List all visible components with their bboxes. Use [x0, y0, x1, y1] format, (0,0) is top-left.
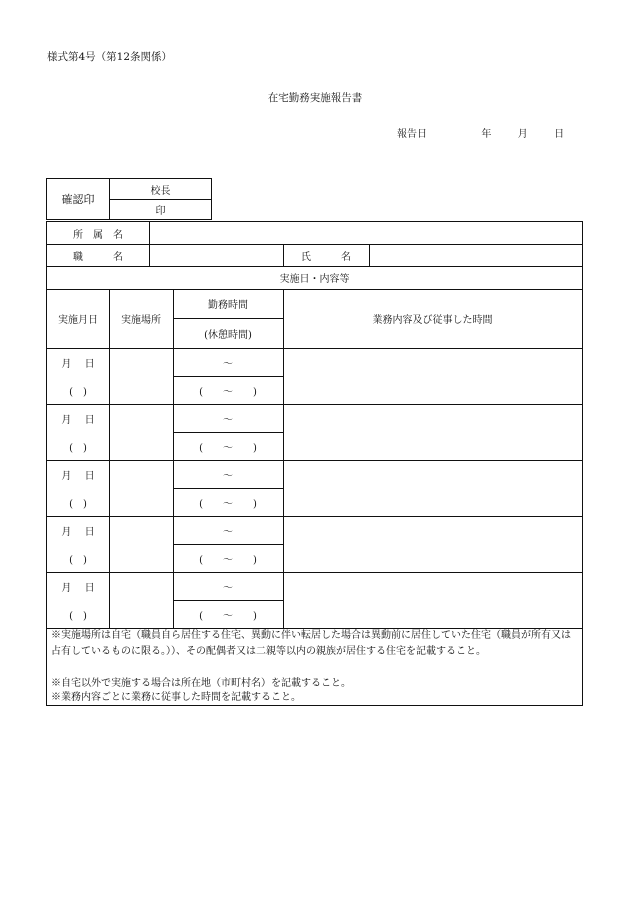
approval-stamp-label: 確認印: [47, 179, 110, 219]
row-place-field[interactable]: [109, 348, 173, 404]
row-break-time[interactable]: ( ～ ): [199, 498, 257, 510]
note-place: ※実施場所は自宅（職員自ら居住する住宅、異動に伴い転居した場合は異動前に居住していた住宅（職員が所有又は占有しているものに限る。））、その配偶者又は二親等以内の親族が居住する住宅を記載すること。: [51, 630, 571, 657]
row-place-field[interactable]: [109, 516, 173, 572]
row-work-time[interactable]: ～: [223, 582, 233, 594]
affiliation-label: 所 属 名: [73, 229, 123, 241]
affiliation-field[interactable]: [149, 222, 582, 244]
position-field[interactable]: [149, 244, 283, 266]
break-time-header: (休憩時間): [204, 329, 252, 341]
report-table: [46, 221, 583, 706]
row-place-field[interactable]: [109, 404, 173, 460]
month-label: 月: [517, 129, 528, 140]
principal-label: 校長: [110, 179, 211, 200]
document-title: 在宅勤務実施報告書: [267, 92, 363, 104]
row-break-time[interactable]: ( ～ ): [199, 442, 257, 454]
row-weekday[interactable]: ( ): [69, 498, 87, 510]
section-label: 実施日・内容等: [279, 274, 350, 285]
name-label: 氏 名: [301, 251, 351, 263]
form-number: 様式第4号（第12条関係）: [47, 51, 173, 63]
position-label: 職 名: [73, 251, 123, 263]
row-content-field[interactable]: [283, 348, 582, 404]
date-column-header: 実施月日: [58, 315, 98, 326]
approval-stamp-box: [46, 178, 212, 220]
row-weekday[interactable]: ( ): [69, 442, 87, 454]
report-date-label: 報告日: [397, 129, 427, 140]
row-month-day[interactable]: 月 日: [61, 526, 95, 538]
row-place-field[interactable]: [109, 572, 173, 628]
row-place-field[interactable]: [109, 460, 173, 516]
name-field[interactable]: [369, 244, 582, 266]
row-content-field[interactable]: [283, 460, 582, 516]
row-weekday[interactable]: ( ): [69, 386, 87, 398]
row-month-day[interactable]: 月 日: [61, 358, 95, 370]
place-column-header: 実施場所: [121, 315, 161, 326]
row-content-field[interactable]: [283, 404, 582, 460]
seal-field[interactable]: 印: [155, 206, 166, 217]
row-break-time[interactable]: ( ～ ): [199, 554, 257, 566]
work-time-header: 勤務時間: [208, 300, 248, 311]
year-label: 年: [481, 129, 492, 140]
day-label: 日: [554, 129, 565, 140]
row-break-time[interactable]: ( ～ ): [199, 610, 257, 622]
row-break-time[interactable]: ( ～ ): [199, 386, 257, 398]
row-work-time[interactable]: ～: [223, 358, 233, 370]
row-weekday[interactable]: ( ): [69, 610, 87, 622]
row-work-time[interactable]: ～: [223, 526, 233, 538]
row-month-day[interactable]: 月 日: [61, 470, 95, 482]
row-weekday[interactable]: ( ): [69, 554, 87, 566]
row-work-time[interactable]: ～: [223, 414, 233, 426]
row-content-field[interactable]: [283, 516, 582, 572]
row-work-time[interactable]: ～: [223, 470, 233, 482]
note-outside-home: ※自宅以外で実施する場合は所在地（市町村名）を記載すること。: [51, 678, 351, 689]
row-month-day[interactable]: 月 日: [61, 582, 95, 594]
report-date: [397, 125, 564, 140]
row-content-field[interactable]: [283, 572, 582, 628]
content-column-header: 業務内容及び従事した時間: [372, 315, 493, 326]
note-work-content: ※業務内容ごとに業務に従事した時間を記載すること。: [51, 692, 301, 703]
row-month-day[interactable]: 月 日: [61, 414, 95, 426]
